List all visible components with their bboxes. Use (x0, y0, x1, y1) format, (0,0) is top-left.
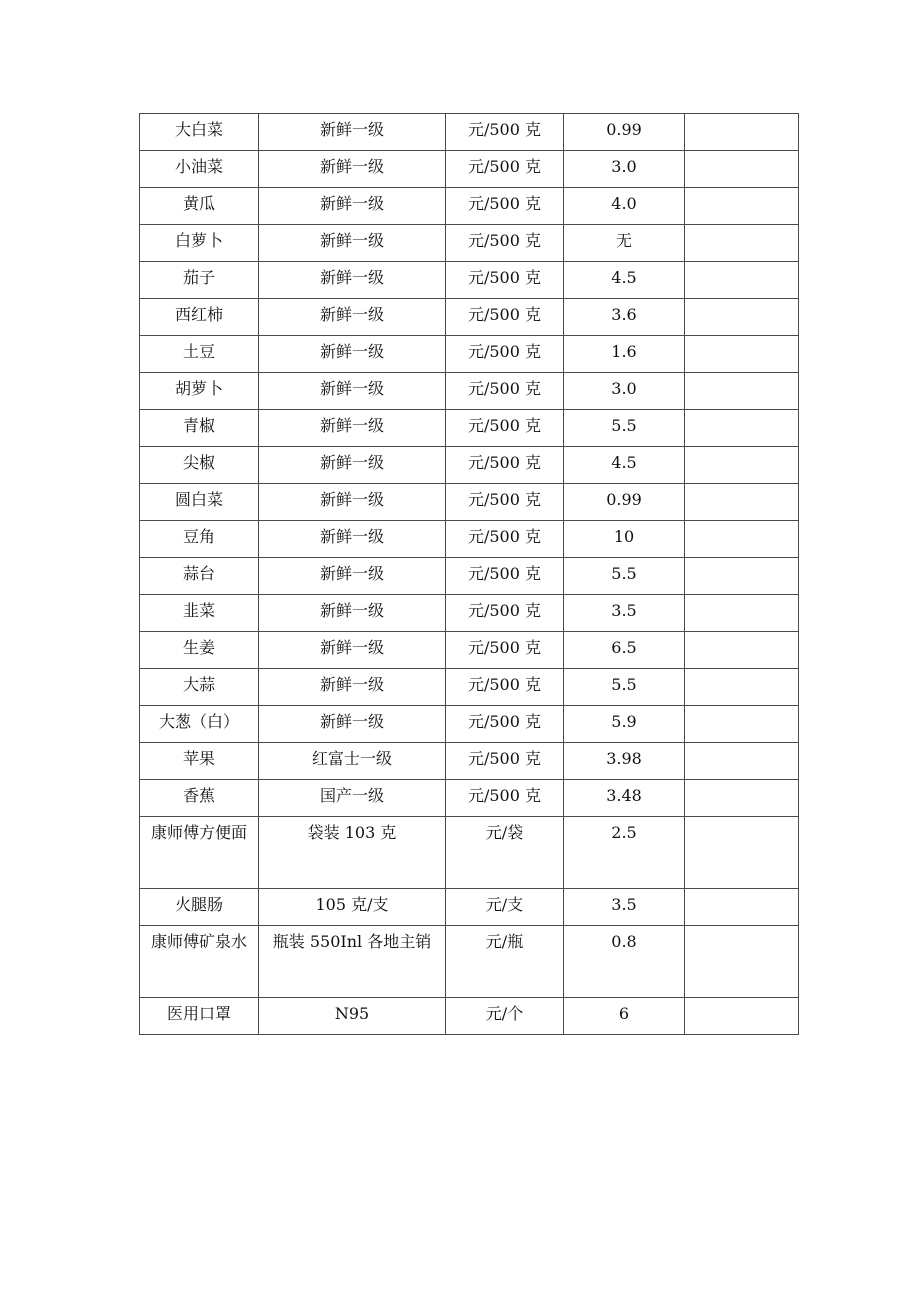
item-spec-cell: 新鲜一级 (259, 262, 446, 299)
item-price-cell: 4.5 (564, 262, 685, 299)
item-price-cell: 1.6 (564, 336, 685, 373)
price-table (139, 113, 799, 1035)
item-name-cell: 康师傅矿泉水 (140, 926, 259, 998)
table-row (140, 521, 799, 558)
item-unit-cell: 元/500 克 (446, 669, 564, 706)
item-price-cell: 3.48 (564, 780, 685, 817)
item-name-cell: 西红柿 (140, 299, 259, 336)
item-note-cell (685, 558, 799, 595)
table-row (140, 889, 799, 926)
item-note-cell (685, 447, 799, 484)
table-row (140, 151, 799, 188)
table-row (140, 447, 799, 484)
item-unit-cell: 元/500 克 (446, 151, 564, 188)
item-unit-cell: 元/袋 (446, 817, 564, 889)
item-name-cell: 火腿肠 (140, 889, 259, 926)
item-name-cell: 苹果 (140, 743, 259, 780)
item-name-cell: 大蒜 (140, 669, 259, 706)
item-note-cell (685, 114, 799, 151)
item-unit-cell: 元/500 克 (446, 595, 564, 632)
item-spec-cell: 新鲜一级 (259, 336, 446, 373)
table-row (140, 410, 799, 447)
item-spec-cell: 国产一级 (259, 780, 446, 817)
item-name-cell: 大葱（白） (140, 706, 259, 743)
item-price-cell: 6 (564, 998, 685, 1035)
item-price-cell: 4.0 (564, 188, 685, 225)
table-row (140, 188, 799, 225)
item-name-cell: 大白菜 (140, 114, 259, 151)
item-name-cell: 小油菜 (140, 151, 259, 188)
item-spec-cell: 新鲜一级 (259, 447, 446, 484)
price-table-body (140, 114, 799, 1035)
item-note-cell (685, 889, 799, 926)
item-spec-cell: 新鲜一级 (259, 299, 446, 336)
item-price-cell: 无 (564, 225, 685, 262)
item-note-cell (685, 151, 799, 188)
item-price-cell: 3.5 (564, 595, 685, 632)
item-note-cell (685, 299, 799, 336)
item-unit-cell: 元/500 克 (446, 558, 564, 595)
item-name-cell: 豆角 (140, 521, 259, 558)
item-price-cell: 3.5 (564, 889, 685, 926)
item-name-cell: 茄子 (140, 262, 259, 299)
item-name-cell: 土豆 (140, 336, 259, 373)
item-note-cell (685, 706, 799, 743)
item-unit-cell: 元/支 (446, 889, 564, 926)
item-note-cell (685, 336, 799, 373)
table-row (140, 926, 799, 998)
item-name-cell: 圆白菜 (140, 484, 259, 521)
item-unit-cell: 元/500 克 (446, 632, 564, 669)
item-unit-cell: 元/瓶 (446, 926, 564, 998)
item-price-cell: 3.6 (564, 299, 685, 336)
table-row (140, 558, 799, 595)
table-row (140, 225, 799, 262)
table-row (140, 743, 799, 780)
item-name-cell: 胡萝卜 (140, 373, 259, 410)
item-name-cell: 韭菜 (140, 595, 259, 632)
item-unit-cell: 元/500 克 (446, 780, 564, 817)
item-unit-cell: 元/个 (446, 998, 564, 1035)
item-unit-cell: 元/500 克 (446, 706, 564, 743)
item-note-cell (685, 484, 799, 521)
item-unit-cell: 元/500 克 (446, 743, 564, 780)
table-row (140, 817, 799, 889)
item-unit-cell: 元/500 克 (446, 114, 564, 151)
item-spec-cell: 新鲜一级 (259, 151, 446, 188)
item-note-cell (685, 998, 799, 1035)
item-unit-cell: 元/500 克 (446, 373, 564, 410)
item-spec-cell: 新鲜一级 (259, 114, 446, 151)
item-spec-cell: 新鲜一级 (259, 706, 446, 743)
item-note-cell (685, 188, 799, 225)
table-row (140, 998, 799, 1035)
table-row (140, 262, 799, 299)
item-note-cell (685, 225, 799, 262)
item-unit-cell: 元/500 克 (446, 447, 564, 484)
item-note-cell (685, 926, 799, 998)
item-spec-cell: 新鲜一级 (259, 225, 446, 262)
item-spec-cell: 瓶装 550Inl 各地主销 (259, 926, 446, 998)
item-price-cell: 3.98 (564, 743, 685, 780)
item-note-cell (685, 595, 799, 632)
item-unit-cell: 元/500 克 (446, 521, 564, 558)
item-spec-cell: 新鲜一级 (259, 669, 446, 706)
item-name-cell: 青椒 (140, 410, 259, 447)
table-row (140, 299, 799, 336)
table-row (140, 780, 799, 817)
item-price-cell: 6.5 (564, 632, 685, 669)
item-spec-cell: 新鲜一级 (259, 558, 446, 595)
item-price-cell: 5.5 (564, 558, 685, 595)
item-note-cell (685, 780, 799, 817)
table-row (140, 373, 799, 410)
item-name-cell: 黄瓜 (140, 188, 259, 225)
item-price-cell: 5.9 (564, 706, 685, 743)
item-spec-cell: N95 (259, 998, 446, 1035)
item-note-cell (685, 410, 799, 447)
item-unit-cell: 元/500 克 (446, 225, 564, 262)
item-name-cell: 康师傅方便面 (140, 817, 259, 889)
item-spec-cell: 新鲜一级 (259, 632, 446, 669)
item-price-cell: 3.0 (564, 373, 685, 410)
table-row (140, 632, 799, 669)
item-spec-cell: 红富士一级 (259, 743, 446, 780)
item-spec-cell: 新鲜一级 (259, 595, 446, 632)
table-row (140, 669, 799, 706)
item-note-cell (685, 262, 799, 299)
item-name-cell: 白萝卜 (140, 225, 259, 262)
item-price-cell: 5.5 (564, 410, 685, 447)
item-unit-cell: 元/500 克 (446, 484, 564, 521)
item-price-cell: 5.5 (564, 669, 685, 706)
item-spec-cell: 新鲜一级 (259, 410, 446, 447)
table-row (140, 484, 799, 521)
item-price-cell: 3.0 (564, 151, 685, 188)
item-price-cell: 2.5 (564, 817, 685, 889)
item-name-cell: 香蕉 (140, 780, 259, 817)
item-spec-cell: 新鲜一级 (259, 188, 446, 225)
item-unit-cell: 元/500 克 (446, 410, 564, 447)
item-unit-cell: 元/500 克 (446, 336, 564, 373)
table-row (140, 595, 799, 632)
item-price-cell: 4.5 (564, 447, 685, 484)
item-price-cell: 0.99 (564, 114, 685, 151)
item-spec-cell: 袋装 103 克 (259, 817, 446, 889)
item-note-cell (685, 743, 799, 780)
item-spec-cell: 新鲜一级 (259, 484, 446, 521)
item-name-cell: 生姜 (140, 632, 259, 669)
item-note-cell (685, 817, 799, 889)
item-price-cell: 0.8 (564, 926, 685, 998)
item-spec-cell: 新鲜一级 (259, 521, 446, 558)
table-row (140, 336, 799, 373)
item-price-cell: 10 (564, 521, 685, 558)
item-name-cell: 医用口罩 (140, 998, 259, 1035)
item-price-cell: 0.99 (564, 484, 685, 521)
item-spec-cell: 105 克/支 (259, 889, 446, 926)
item-name-cell: 尖椒 (140, 447, 259, 484)
item-note-cell (685, 373, 799, 410)
item-unit-cell: 元/500 克 (446, 262, 564, 299)
item-note-cell (685, 632, 799, 669)
table-row (140, 114, 799, 151)
item-note-cell (685, 669, 799, 706)
item-unit-cell: 元/500 克 (446, 188, 564, 225)
item-name-cell: 蒜台 (140, 558, 259, 595)
item-note-cell (685, 521, 799, 558)
item-unit-cell: 元/500 克 (446, 299, 564, 336)
table-row (140, 706, 799, 743)
item-spec-cell: 新鲜一级 (259, 373, 446, 410)
